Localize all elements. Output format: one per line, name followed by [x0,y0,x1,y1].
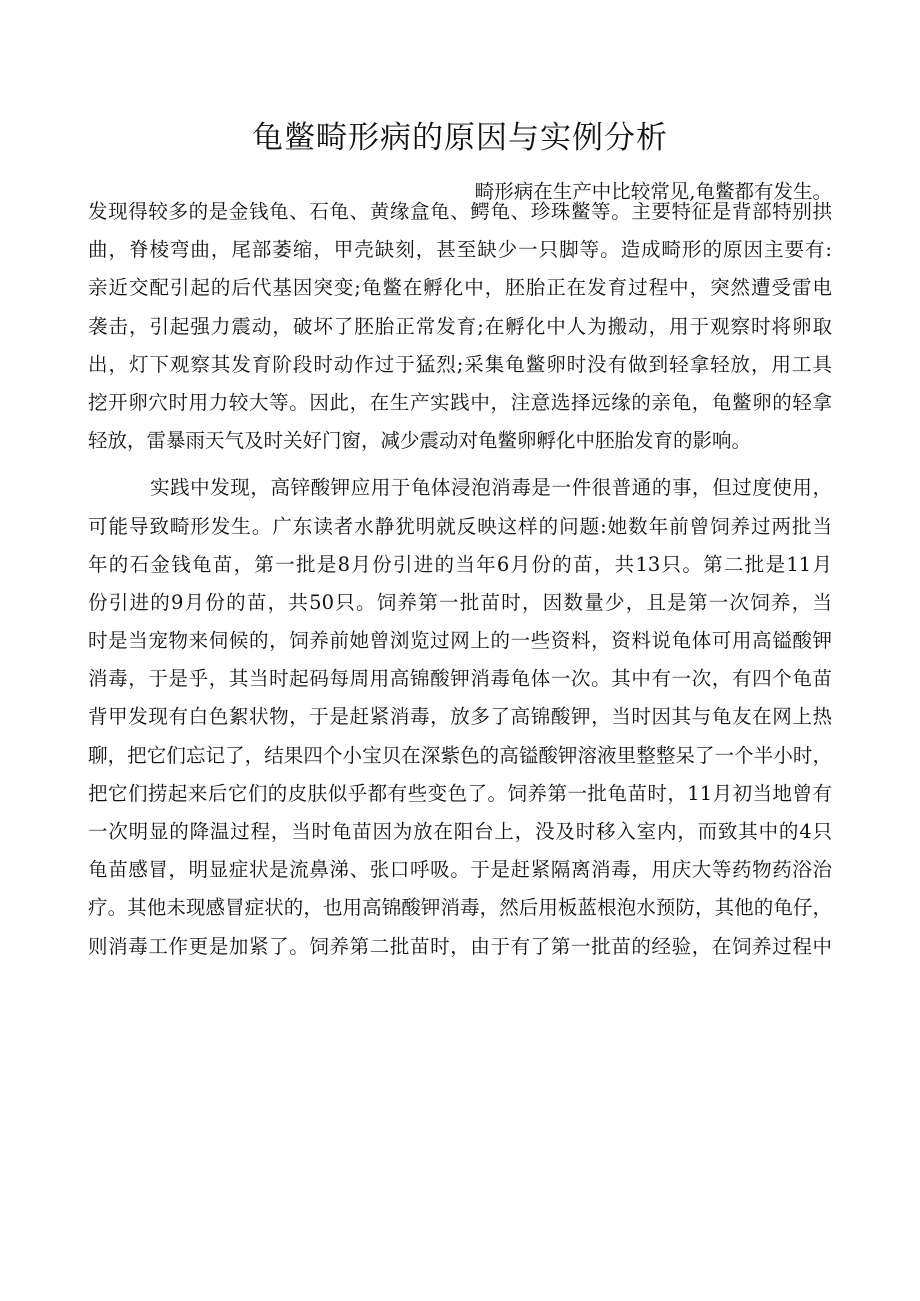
paragraph-spacer [88,460,832,469]
text-line: 聊，把它们忘记了，结果四个小宝贝在深紫色的高镒酸钾溶液里整整呆了一个半小时， [88,743,832,767]
text-line: 份引进的9月份的苗，共50只。饲养第一批苗时，因数量少，且是第一次饲养，当 [88,590,832,614]
lead-line: 畸形病在生产中比较常见,龟鳖都有发生。 [474,180,832,203]
text-line: 袭击，引起强力震动，破坏了胚胎正常发育;在孵化中人为搬动，用于观察时将卵取 [88,314,832,338]
text-line: 实践中发现，高锌酸钾应用于龟体浸泡消毒是一件很普通的事，但过度使用， [150,476,832,500]
text-line: 可能导致畸形发生。广东读者水静犹明就反映这样的问题:她数年前曾饲养过两批当 [88,514,832,538]
text-line: 背甲发现有白色絮状物，于是赶紧消毒，放多了高锦酸钾，当时因其与龟友在网上热 [88,705,832,729]
text-line: 曲，脊棱弯曲，尾部萎缩，甲壳缺刻，甚至缺少一只脚等。造成畸形的原因主要有: [88,238,832,262]
text-line: 挖开卵穴时用力较大等。因此，在生产实践中，注意选择远缘的亲龟，龟鳖卵的轻拿 [88,390,832,414]
text-line: 一次明显的降温过程，当时龟苗因为放在阳台上，没及时移入室内，而致其中的4只 [88,820,832,843]
text-line: 则消毒工作更是加紧了。饲养第二批苗时，由于有了第一批苗的经验，在饲养过程中 [88,934,832,958]
text-line: 亲近交配引起的后代基因突变;龟鳖在孵化中，胚胎正在发育过程中，突然遭受雷电 [88,276,832,300]
text-line: 疗。其他未现感冒症状的，也用高锦酸钾消毒，然后用板蓝根泡水预防，其他的龟仔， [88,896,832,920]
text-line: 把它们捞起来后它们的皮肤似乎都有些变色了。饲养第一批龟苗时，11月初当地曾有 [88,781,832,805]
document-body [88,193,832,966]
text-line: 发现得较多的是金钱龟、石龟、黄缘盒龟、鳄龟、珍珠鳖等。主要特征是背部特别拱 [88,200,832,223]
paragraph-2 [88,469,832,965]
text-line: 年的石金钱龟苗，第一批是8月份引进的当年6月份的苗，共13只。第二批是11月 [88,552,832,576]
text-line: 轻放，雷暴雨天气及时关好门窗，减少震动对龟鳖卵孵化中胚胎发育的影响。 [88,429,752,453]
text-line: 出，灯下观察其发育阶段时动作过于猛烈;采集龟鳖卵时没有做到轻拿轻放，用工具 [88,352,832,376]
document-title: 龟鳖畸形病的原因与实例分析 [252,120,668,156]
text-line: 时是当宠物来伺候的，饲养前她曾浏览过网上的一些资料，资料说龟体可用高镒酸钾 [88,629,832,653]
text-line: 消毒，于是乎，其当时起码每周用高锦酸钾消毒龟体一次。其中有一次，有四个龟苗 [88,667,832,691]
text-line: 龟苗感冒，明显症状是流鼻涕、张口呼吸。于是赶紧隔离消毒，用庆大等药物药浴治 [88,858,832,882]
paragraph-1 [88,193,832,460]
